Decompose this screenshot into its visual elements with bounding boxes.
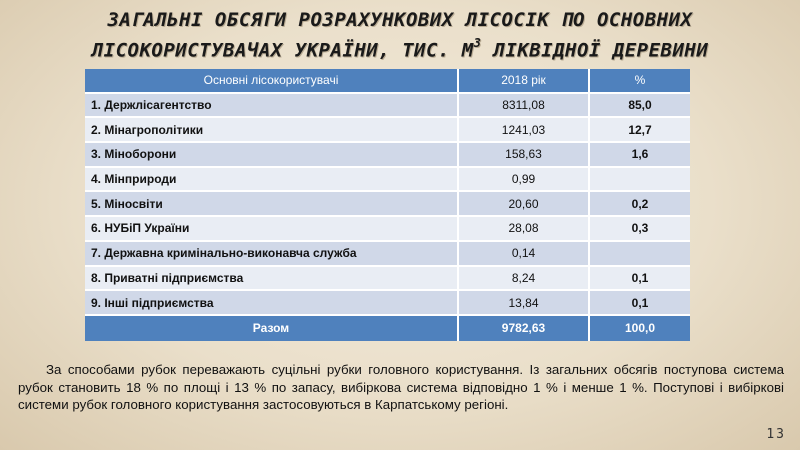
row-value: 8311,08: [459, 94, 590, 119]
row-value: 158,63: [459, 143, 590, 168]
row-name: 8. Приватні підприємства: [85, 267, 459, 292]
table-total-row: [85, 316, 690, 341]
row-percent: 0,1: [590, 291, 690, 316]
row-name: 2. Мінагрополітики: [85, 118, 459, 143]
title-line-2-tail: ЛІКВІДНОЇ ДЕРЕВИНИ: [481, 39, 709, 62]
row-name: 4. Мінприроди: [85, 168, 459, 193]
table-row: [85, 168, 690, 193]
row-name: 5. Міносвіти: [85, 192, 459, 217]
row-percent: 1,6: [590, 143, 690, 168]
header-percent: %: [590, 69, 690, 94]
table-header-row: [85, 69, 690, 94]
table-row: [85, 291, 690, 316]
table-row: [85, 267, 690, 292]
forest-users-table: [85, 69, 690, 341]
title-superscript: 3: [473, 36, 482, 50]
table-row: [85, 242, 690, 267]
row-percent: 0,3: [590, 217, 690, 242]
row-percent: 85,0: [590, 94, 690, 119]
total-label: Разом: [85, 316, 459, 341]
row-value: 28,08: [459, 217, 590, 242]
slide-title-line-1: ЗАГАЛЬНІ ОБСЯГИ РОЗРАХУНКОВИХ ЛІСОСІК ПО ОСНОВНИХ: [107, 9, 693, 31]
table-row: [85, 217, 690, 242]
row-name: 6. НУБіП України: [85, 217, 459, 242]
row-value: 8,24: [459, 267, 590, 292]
row-percent: 0,1: [590, 267, 690, 292]
title-line-2-text: ЛІСОКОРИСТУВАЧАХ УКРАЇНИ, ТИС. М: [91, 39, 474, 62]
row-name: 7. Державна кримінально-виконавча служба: [85, 242, 459, 267]
row-percent: 12,7: [590, 118, 690, 143]
row-percent: [590, 242, 690, 267]
row-value: 0,14: [459, 242, 590, 267]
row-value: 0,99: [459, 168, 590, 193]
table-row: [85, 192, 690, 217]
row-value: 20,60: [459, 192, 590, 217]
header-users: Основні лісокористувачі: [85, 69, 459, 94]
row-name: 1. Держлісагентство: [85, 94, 459, 119]
header-year: 2018 рік: [459, 69, 590, 94]
total-value: 9782,63: [459, 316, 590, 341]
row-value: 13,84: [459, 291, 590, 316]
page-number: 13: [766, 427, 786, 442]
table-row: [85, 143, 690, 168]
table-row: [85, 118, 690, 143]
row-name: 3. Міноборони: [85, 143, 459, 168]
description-paragraph: За способами рубок переважають суцільні рубки головного користування. Із загальних обсягів поступова система рубок становить 18 % по площі і 13 % по запасу, вибіркова система відповідно 1 % і менше 1 %. Поступові і вибіркові системи рубок головного користування застосовуються в Карпатському регіоні.: [18, 362, 784, 413]
forest-users-table-container: [85, 69, 690, 345]
total-percent: 100,0: [590, 316, 690, 341]
row-percent: 0,2: [590, 192, 690, 217]
table-row: [85, 94, 690, 119]
slide-title-line-2: [20, 33, 780, 62]
row-name: 9. Інші підприємства: [85, 291, 459, 316]
row-percent: [590, 168, 690, 193]
row-value: 1241,03: [459, 118, 590, 143]
